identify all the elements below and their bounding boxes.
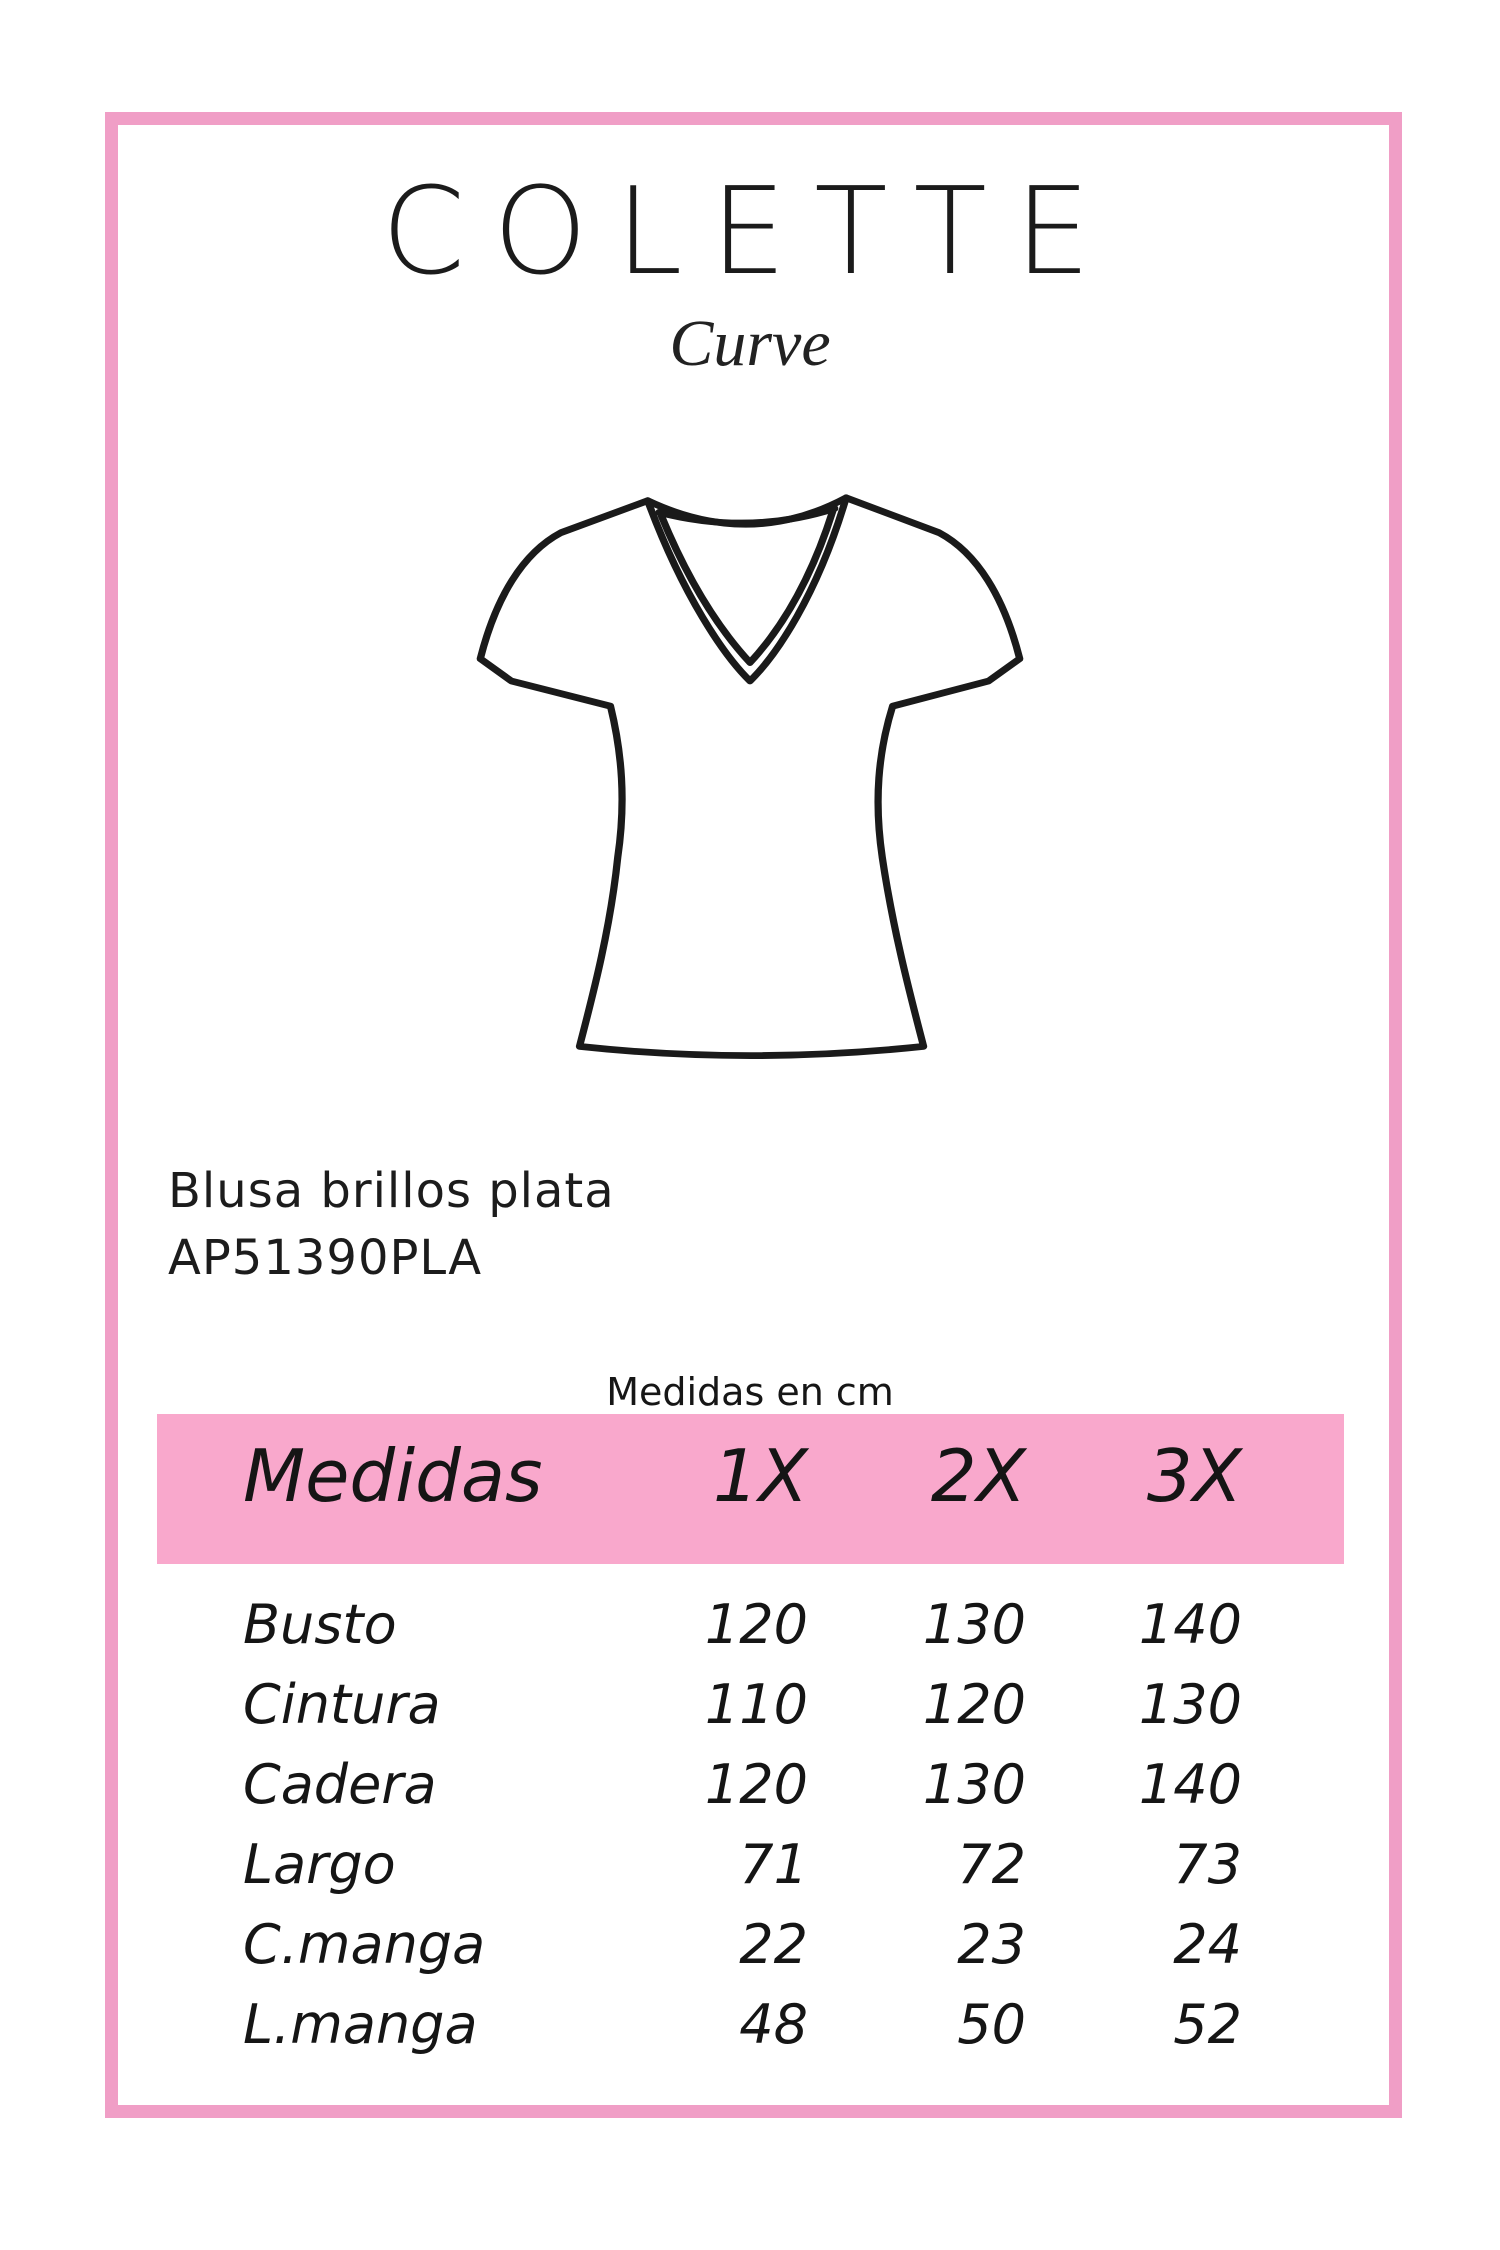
table-header-size-3x: 3X — [1146, 1434, 1242, 1518]
row-label: Cadera — [243, 1752, 437, 1816]
row-value: 73 — [1173, 1832, 1242, 1896]
row-value: 71 — [739, 1832, 808, 1896]
row-value: 120 — [922, 1672, 1026, 1736]
row-value: 22 — [739, 1912, 808, 1976]
row-value: 52 — [1173, 1992, 1242, 2056]
table-header-size-1x: 1X — [712, 1434, 808, 1518]
brand-logo-subtext: Curve — [669, 307, 831, 380]
row-value: 130 — [922, 1752, 1026, 1816]
row-label: Largo — [243, 1832, 396, 1896]
size-table — [157, 1414, 1344, 2064]
row-label: Cintura — [243, 1672, 441, 1736]
table-header-size-2x: 2X — [930, 1434, 1026, 1518]
product-name: Blusa brillos plata — [168, 1163, 615, 1219]
product-info — [168, 1158, 615, 1292]
table-spacer — [157, 1564, 1242, 1584]
row-value: 23 — [957, 1912, 1026, 1976]
row-value: 24 — [1173, 1912, 1242, 1976]
row-value: 140 — [1138, 1752, 1242, 1816]
row-value: 110 — [704, 1672, 808, 1736]
row-value: 72 — [957, 1832, 1026, 1896]
row-value: 50 — [957, 1992, 1026, 2056]
row-value: 48 — [739, 1992, 808, 2056]
row-label: C.manga — [243, 1912, 486, 1976]
table-header-label: Medidas — [243, 1434, 543, 1518]
row-value: 130 — [1138, 1672, 1242, 1736]
row-label: L.manga — [243, 1992, 478, 2056]
row-value: 140 — [1138, 1592, 1242, 1656]
row-value: 130 — [922, 1592, 1026, 1656]
row-value: 120 — [704, 1752, 808, 1816]
tshirt-illustration-icon — [440, 460, 1060, 1090]
row-label: Busto — [243, 1592, 397, 1656]
brand-logo-text: COLETTE — [381, 163, 1119, 302]
product-code: AP51390PLA — [168, 1230, 483, 1286]
units-note: Medidas en cm — [606, 1370, 894, 1414]
row-value: 120 — [704, 1592, 808, 1656]
